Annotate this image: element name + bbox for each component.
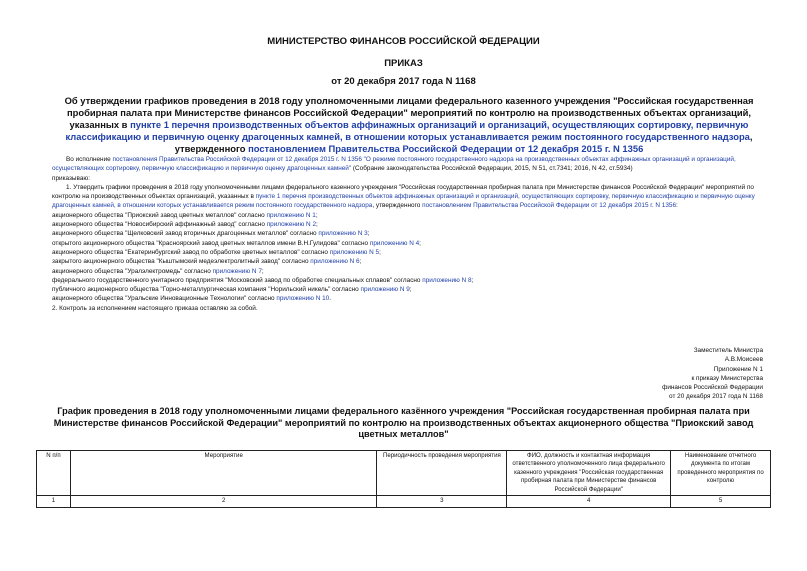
header-cell-responsible: ФИО, должность и контактная информация ответственного уполномоченного лица федерального казенного учреждения "Российская государственная пробирная палата при Министерстве финансов Российской Федерации" [507, 451, 671, 496]
header-cell-report: Наименование отчетного документа по итогам проведенного мероприятия по контролю [671, 451, 771, 496]
date-number-heading: от 20 декабря 2017 года N 1168 [331, 76, 476, 87]
appendix-label: Приложение N 1 [713, 365, 763, 373]
appendix-list [52, 211, 772, 304]
list-item [52, 267, 772, 276]
clause-1 [52, 183, 772, 211]
doc-type-heading: ПРИКАЗ [384, 58, 423, 69]
appendix-link[interactable]: приложению N 5 [329, 248, 380, 256]
list-item-end: ; [471, 276, 474, 284]
list-item-text: акционерного общества "Екатеринбургский завод по обработке цветных металлов" согласно [52, 248, 330, 256]
document-title [50, 95, 768, 155]
list-item-end: ; [315, 211, 318, 219]
appendix-link[interactable]: приложению N 4 [369, 239, 420, 247]
header-cell-activity: Мероприятие [70, 451, 377, 496]
column-number-3: 3 [377, 496, 507, 508]
title-text-1: Об утверждении графиков проведения в 2018 году уполномоченными лицами федерального казенного учреждения "Российская государственная пробирная палата при Министерстве финансов Российской Федерации" мероприятий по контролю на производственных объектах организаций, указанных в [64, 95, 754, 130]
signer-name: А.В.Моисеев [724, 356, 763, 364]
signer-role: Заместитель Министра [693, 347, 763, 354]
title-link-1[interactable]: пункте 1 перечня производственных объектов аффинажных организаций и организаций, осуществляющих сортировку, первичную классификацию и первичную оценку драгоценных камней, в отношении которых устанавливается режим постоянного государственного надзора [65, 119, 750, 142]
list-item [52, 229, 772, 238]
list-item [52, 257, 772, 266]
schedule-table [36, 450, 771, 508]
appendix-link[interactable]: приложению N 6 [310, 258, 360, 266]
column-number-4: 4 [507, 496, 671, 508]
table-numbering-row [37, 496, 771, 508]
clause-2: 2. Контроль за исполнением настоящего приказа оставляю за собой. [52, 304, 258, 312]
list-item-end: . [329, 295, 332, 303]
list-item-text: публичного акционерного общества "Горно-металлургическая компания "Норильский никель" согласно [52, 286, 361, 294]
appendix-link[interactable]: приложению N 8 [422, 276, 472, 284]
list-item-text: акционерного общества "Новосибирский аффинажный завод" согласно [52, 221, 267, 229]
table-header-row [37, 451, 771, 496]
title-text-2: , утвержденного [174, 131, 753, 154]
order-word: приказываю: [52, 174, 90, 182]
clause-1-link-2[interactable]: постановлением Правительства Российской Федерации от 12 декабря 2015 г. N 1356 [422, 202, 676, 210]
list-item-end: ; [419, 239, 421, 247]
list-item [52, 239, 772, 248]
appendix-link[interactable]: приложению N 1 [266, 211, 316, 219]
list-item [52, 248, 772, 257]
list-item-end: ; [379, 248, 381, 256]
header-cell-number: N п/п [37, 451, 71, 496]
list-item-text: открытого акционерного общества "Красноярский завод цветных металлов имени В.Н.Гулидова" согласно [52, 239, 370, 247]
list-item-text: акционерного общества "Щелковский завод вторичных драгоценных металлов" согласно [52, 230, 319, 238]
list-item [52, 276, 772, 285]
appendix-date: от 20 декабря 2017 года N 1168 [669, 393, 763, 401]
appendix-link[interactable]: приложению N 2 [266, 221, 316, 229]
appendix-link[interactable]: приложению N 10 [276, 295, 330, 303]
list-item [52, 220, 772, 229]
column-number-1: 1 [37, 496, 71, 508]
appendix-to-order: к приказу Министерства [691, 374, 763, 382]
list-item-end: ; [359, 258, 362, 266]
column-number-2: 2 [70, 496, 377, 508]
appendix-link[interactable]: приложению N 7 [212, 267, 262, 275]
appendix-link[interactable]: приложению N 9 [360, 286, 410, 294]
list-item-end: ; [367, 230, 370, 238]
list-item-end: ; [261, 267, 264, 275]
list-item-end: ; [316, 221, 318, 229]
column-number-5: 5 [671, 496, 771, 508]
list-item-text: закрытого акционерного общества "Кыштымский медеэлектролитный завод" согласно [52, 258, 311, 266]
clause-1-text-2: , утвержденного [372, 202, 423, 210]
appendix-link[interactable]: приложению N 3 [318, 230, 368, 238]
list-item-text: акционерного общества "Уралэлектромедь" согласно [52, 267, 213, 275]
signature-block [463, 346, 763, 402]
intro-link[interactable]: постановления Правительства Российской Федерации от 12 декабря 2015 г. N 1356 "О режиме постоянного государственного надзора на производственных объектах аффинажных организаций и организаций, осуществляющих сортировку, первичную классификацию и первичную оценку драгоценных камней" [52, 156, 736, 173]
list-item-text: акционерного общества "Приокский завод цветных металлов" согласно [52, 211, 267, 219]
ministry-heading: МИНИСТЕРСТВО ФИНАНСОВ РОССИЙСКОЙ ФЕДЕРАЦИИ [267, 36, 540, 47]
appendix-ministry: финансов Российской Федерации [662, 384, 763, 392]
list-item-text: федерального государственного унитарного предприятия "Московский завод по обработке специальных сплавов" согласно [52, 276, 423, 284]
list-item [52, 285, 772, 294]
intro-text: Во исполнение [66, 156, 113, 163]
intro-tail: (Собрание законодательства Российской Федерации, 2015, N 51, ст.7341; 2016, N 42, ст.5934) [351, 165, 633, 173]
document-body [52, 155, 772, 313]
list-item-text: акционерного общества "Уральские Инновационные Технологии" согласно [52, 295, 277, 303]
list-item [52, 211, 772, 220]
list-item-end: ; [409, 286, 412, 294]
clause-1-text: 1. Утвердить графики проведения в 2018 году уполномоченными лицами федерального казенного учреждения "Российская государственная пробирная палата при Министерстве финансов Российской Федерации" мероприятий по контролю на производственных объектах организаций, указанных в [52, 183, 754, 201]
list-item [52, 294, 772, 303]
intro-paragraph [52, 155, 772, 174]
schedule-title: График проведения в 2018 году уполномоченными лицами федерального казённого учреждения "Российская государственная пробирная палата при Министерстве финансов Российской Федерации" мероприятий по контролю на производственных объектах акционерного общества "Приокский завод цветных металлов" [53, 406, 754, 439]
clause-1-link[interactable]: пункте 1 перечня производственных объектов аффинажных организаций и организаций, осуществляющих сортировку, первичную классификацию и первичную оценку драгоценных камней, в отношении которых устанавливается режим постоянного государственного надзора [52, 193, 755, 210]
clause-1-colon: : [676, 202, 678, 210]
header-cell-periodicity: Периодичность проведения мероприятия [377, 451, 507, 496]
title-link-2[interactable]: постановлением Правительства Российской Федерации от 12 декабря 2015 г. N 1356 [248, 143, 644, 154]
